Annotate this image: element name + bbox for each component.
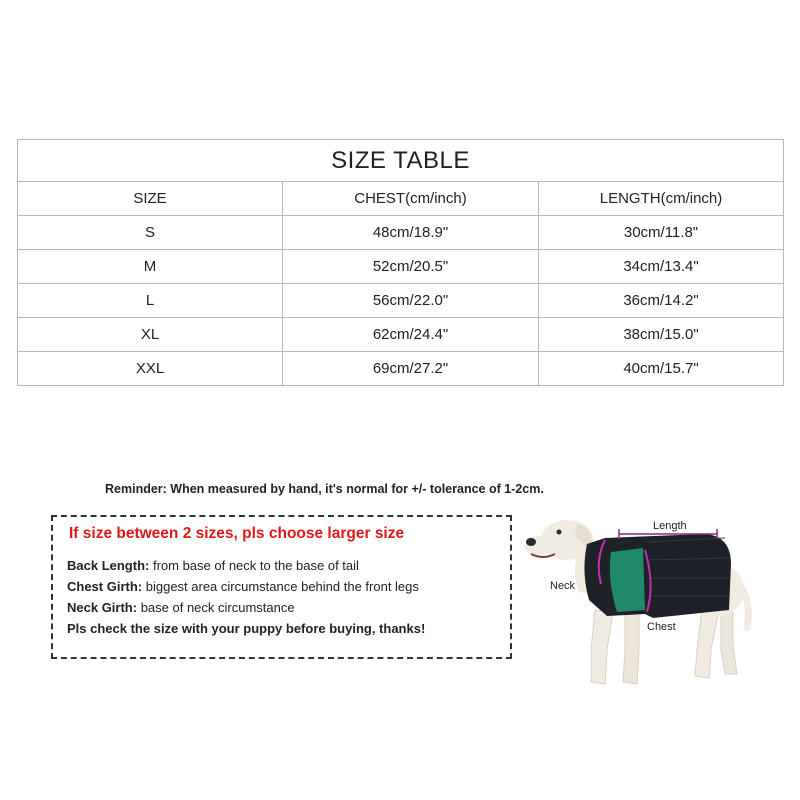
length-label: Length — [653, 520, 687, 532]
dog-vest — [584, 534, 731, 618]
column-header-chest: CHEST(cm/inch) — [283, 182, 539, 216]
neck-label: Neck — [550, 580, 576, 592]
measurement-reminder: Reminder: When measured by hand, it's normal for +/- tolerance of 1-2cm. — [105, 482, 544, 496]
chest-cell: 56cm/22.0" — [283, 284, 539, 318]
dog-measurement-diagram — [525, 500, 775, 700]
final-advice-text: Pls check the size with your puppy before buying, thanks! — [67, 621, 426, 636]
notice-headline: If size between 2 sizes, pls choose larger size — [69, 525, 405, 542]
chest-girth-term: Chest Girth: — [67, 579, 143, 594]
length-cell: 30cm/11.8" — [539, 216, 784, 250]
length-cell: 36cm/14.2" — [539, 284, 784, 318]
length-cell: 38cm/15.0" — [539, 318, 784, 352]
size-table — [17, 139, 784, 386]
chest-label: Chest — [647, 621, 676, 633]
back-length-term: Back Length: — [67, 558, 150, 573]
table-row — [18, 352, 784, 386]
chest-cell: 48cm/18.9" — [283, 216, 539, 250]
table-row — [18, 318, 784, 352]
chest-girth-line — [67, 579, 419, 594]
column-header-size: SIZE — [18, 182, 283, 216]
chest-cell: 52cm/20.5" — [283, 250, 539, 284]
table-row — [18, 250, 784, 284]
length-cell: 34cm/13.4" — [539, 250, 784, 284]
neck-girth-term: Neck Girth: — [67, 600, 138, 615]
length-cell: 40cm/15.7" — [539, 352, 784, 386]
final-advice-line — [67, 621, 425, 636]
neck-girth-line — [67, 600, 295, 615]
column-header-length: LENGTH(cm/inch) — [539, 182, 784, 216]
chest-cell: 69cm/27.2" — [283, 352, 539, 386]
size-cell: XXL — [18, 352, 283, 386]
table-row — [18, 216, 784, 250]
size-table-title: SIZE TABLE — [18, 140, 784, 182]
chest-girth-text: biggest area circumstance behind the front legs — [142, 579, 419, 594]
table-header-row — [18, 182, 784, 216]
size-cell: L — [18, 284, 283, 318]
back-length-line — [67, 558, 359, 573]
table-row — [18, 284, 784, 318]
chest-cell: 62cm/24.4" — [283, 318, 539, 352]
back-length-text: from base of neck to the base of tail — [149, 558, 359, 573]
size-cell: S — [18, 216, 283, 250]
neck-girth-text: base of neck circumstance — [137, 600, 295, 615]
size-cell: XL — [18, 318, 283, 352]
size-cell: M — [18, 250, 283, 284]
sizing-notice-box — [51, 515, 512, 659]
